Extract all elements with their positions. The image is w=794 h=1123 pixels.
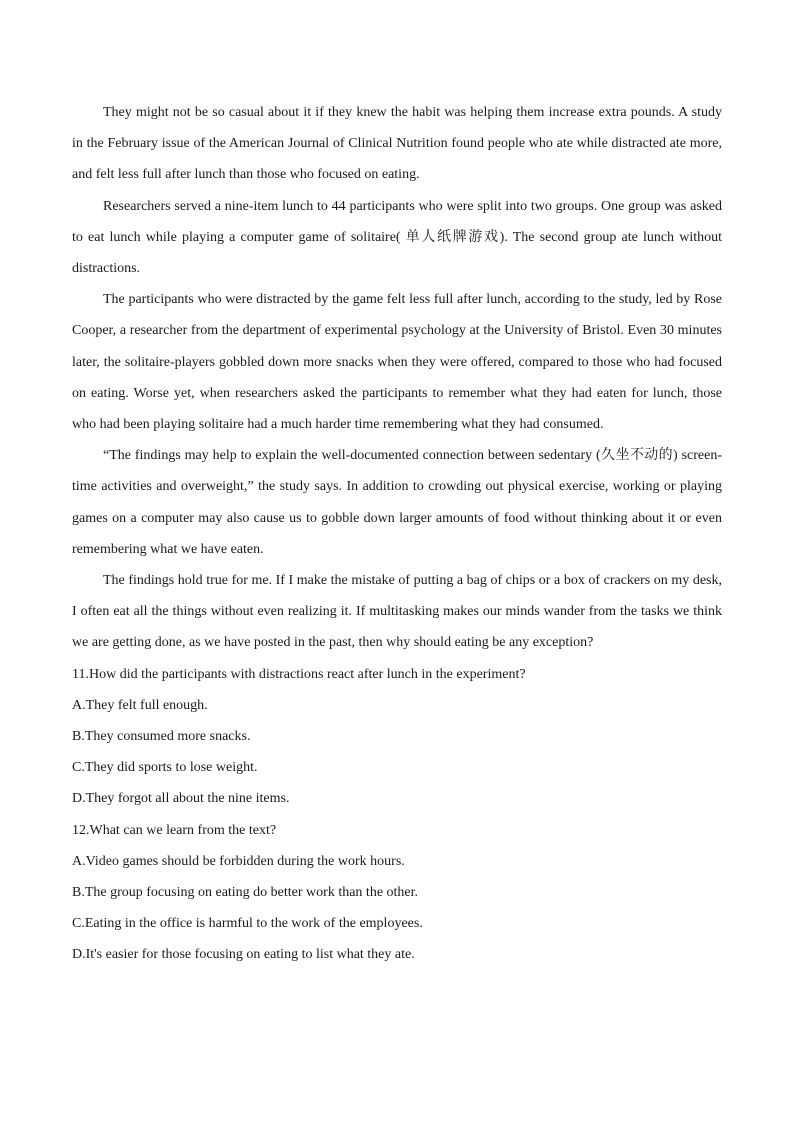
question-11-option-d: D.They forgot all about the nine items. — [72, 791, 290, 807]
question-11-option-c: C.They did sports to lose weight. — [72, 760, 258, 776]
passage-paragraph-2: Researchers served a nine-item lunch to 44 participants who were split into two groups. One group was asked to eat lunch while playing a computer game of solitaire( 单人纸牌游戏). The second group ate lunch without distractions. — [72, 198, 722, 277]
passage-paragraph-3: The participants who were distracted by the game felt less full after lunch, according to the study, led by Rose Cooper, a researcher from the department of experimental psychology at the University of Bristol. Even 30 minutes later, the solitaire-players gobbled down more snacks when they were offered, compared to those who had focused on eating. Worse yet, when researchers asked the participants to remember what they had eaten for lunch, those who had been playing solitaire had a much harder time remembering what they had consumed. — [72, 292, 722, 433]
question-11-option-b: B.They consumed more snacks. — [72, 729, 251, 745]
question-12-option-d: D.It's easier for those focusing on eating to list what they ate. — [72, 947, 415, 963]
question-12-option-c: C.Eating in the office is harmful to the work of the employees. — [72, 916, 423, 932]
passage-paragraph-1: They might not be so casual about it if they knew the habit was helping them increase extra pounds. A study in the February issue of the American Journal of Clinical Nutrition found people who ate while distracted ate more, and felt less full after lunch than those who focused on eating. — [72, 105, 722, 183]
question-11-stem: 11.How did the participants with distractions react after lunch in the experiment? — [72, 666, 526, 682]
question-11-option-a: A.They felt full enough. — [72, 697, 208, 713]
question-12-option-b: B.The group focusing on eating do better work than the other. — [72, 885, 419, 901]
passage-paragraph-5: The findings hold true for me. If I make the mistake of putting a bag of chips or a box of crackers on my desk, I often eat all the things without even realizing it. If multitasking makes our minds wander from the tasks we think we are getting done, as we have posted in the past, then why should eating be any exception? — [72, 573, 722, 651]
reading-passage — [72, 97, 722, 971]
question-12-stem: 12.What can we learn from the text? — [72, 822, 277, 838]
passage-paragraph-4: “The findings may help to explain the well-documented connection between sedentary (久坐不动的) screen-time activities and overweight,” the study says. In addition to crowding out physical exercise, working or playing games on a computer may also cause us to gobble down larger amounts of food without thinking about it or even remembering what we have eaten. — [72, 448, 722, 557]
question-12-option-a: A.Video games should be forbidden during the work hours. — [72, 853, 405, 869]
question-block — [72, 659, 722, 971]
